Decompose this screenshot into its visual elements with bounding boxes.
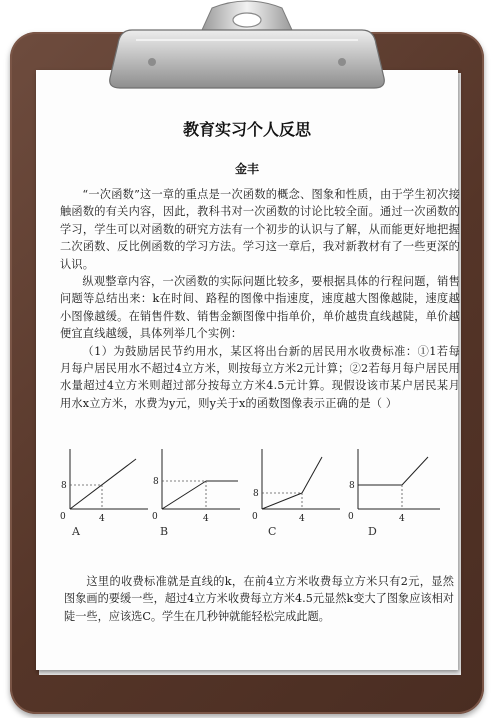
graph-options: [58, 447, 442, 547]
graph-label-a: A: [72, 525, 80, 538]
graph-label-b: B: [160, 525, 169, 538]
document-body: [60, 186, 460, 412]
origin-label: 0: [252, 512, 258, 522]
clipboard-clip-icon: [92, 0, 402, 95]
graph-c: [250, 447, 342, 525]
graph-label-d: D: [368, 525, 377, 538]
graph-a: [58, 447, 150, 525]
x-tick-label: 4: [299, 514, 305, 524]
graph-label-c: C: [268, 525, 277, 538]
origin-label: 0: [60, 512, 66, 522]
origin-label: 0: [152, 512, 158, 522]
y-tick-label: 8: [61, 481, 67, 491]
paragraph: 这里的收费标准就是直线的k，在前4立方米收费每立方米只有2元，显然图象画的要缓一些，超过4立方米收费每立方米4.5元显然k变大了图象应该相对陡一些，应该选C。学生在几秒钟就能轻松完成此题。: [64, 575, 454, 623]
x-tick-label: 4: [399, 514, 405, 524]
paragraph: （1）为鼓励居民节约用水，某区将出台新的居民用水收费标准：①1若每月每户居民用水不超过4立方米，则按每立方米2元计算；②2若每月每户居民用水量超过4立方米则超过部分按每立方米4.5元计算。现假设该市某户居民某月用水x立方米，水费为y元，则y关于x的函数图像表示正确的是（ ）: [60, 344, 460, 410]
document-title: 教育实习个人反思: [182, 120, 311, 139]
y-tick-label: 8: [349, 481, 355, 491]
paragraph: “一次函数”这一章的重点是一次函数的概念、图象和性质，由于学生初次接触函数的有关内容，因此，教科书对一次函数的讨论比较全面。通过一次函数的学习，学生可以对函数的研究方法有一个初步的认识与了解，从而能更好地把握二次函数、反比例函数的学习方法。学习这一章后，我对新教材有了一些更深的认识。: [60, 188, 460, 271]
document-author: 金丰: [234, 162, 259, 176]
graph-b: [150, 447, 242, 525]
origin-label: 0: [348, 512, 354, 522]
x-tick-label: 4: [203, 514, 209, 524]
paragraph: 纵观整章内容，一次函数的实际问题比较多，要根据具体的行程问题，销售问题等总结出来：k在时间、路程的图像中指速度，速度越大图像越陡，速度越小图像越缓。在销售件数、销售金额图像中指单价，单价越贵直线越陡，单价越便宜直线越缓，具体列举几个实例：: [60, 275, 460, 341]
y-tick-label: 8: [153, 477, 159, 487]
x-tick-label: 4: [99, 514, 105, 524]
conclusion-paragraph: [64, 573, 454, 625]
y-tick-label: 8: [253, 489, 259, 499]
graph-d: [346, 447, 442, 525]
